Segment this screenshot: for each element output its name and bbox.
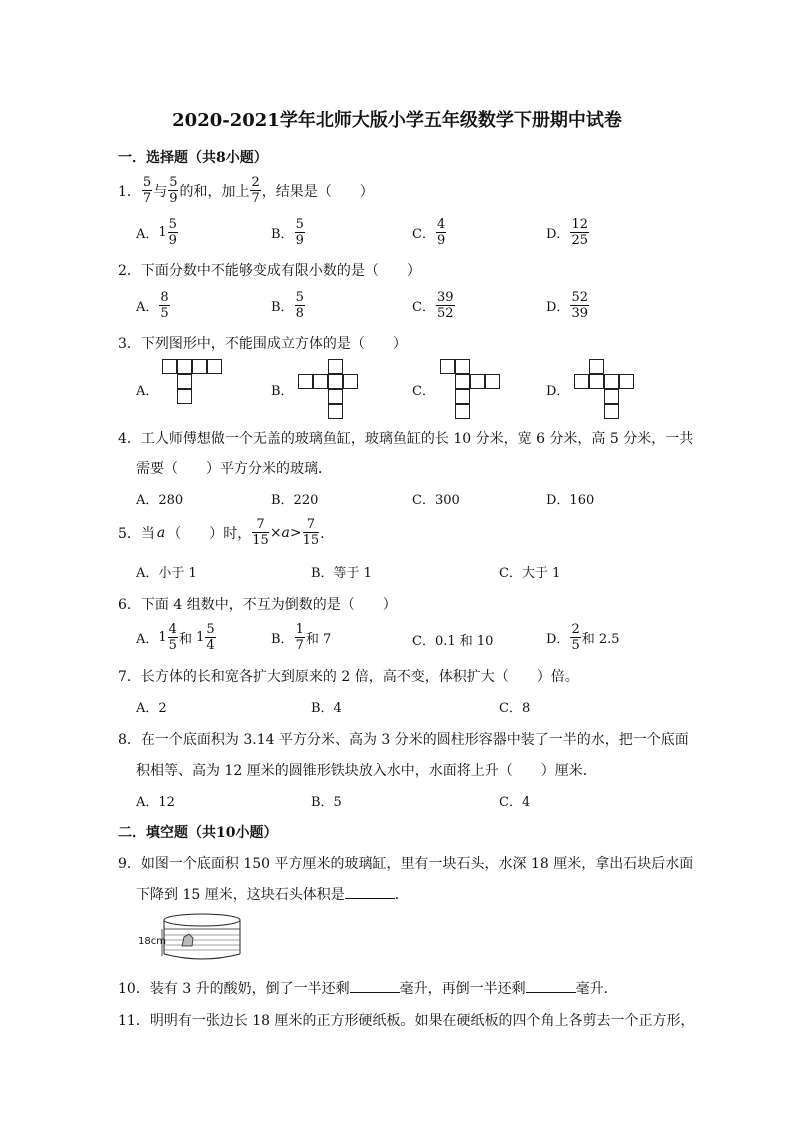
option-c-label: C． (412, 384, 435, 399)
option-a: A． 1 $\frac{4}{5}$ 和 1 $\frac{5}{4}$ (136, 622, 215, 653)
question-2: 2．下面分数中不能够变成有限小数的是（ ） (118, 263, 421, 279)
option-b: B． $\frac{5}{8}$ (271, 290, 304, 321)
question-5: 5．当 a （ ）时， $\frac{7}{15}$ ×a> $\frac{7}{15}$ ． (118, 517, 335, 548)
question-11: 11．明明有一张边长 18 厘米的正方形硬纸板。如果在硬纸板的四个角上各剪去一个正方形， (118, 1013, 695, 1029)
option-d: D． $\frac{12}{25}$ (546, 217, 588, 248)
option-a: A． $\frac{8}{5}$ (136, 290, 169, 321)
option-a: A．280 (136, 493, 184, 508)
page-title: 2020-2021学年北师大版小学五年级数学下册期中试卷 (172, 110, 622, 131)
question-8-line-1: 8．在一个底面积为 3.14 平方分米、高为 3 分米的圆柱形容器中装了一半的水，把一个底面 (118, 732, 689, 748)
option-c: C．300 (412, 493, 460, 508)
fraction: $\frac{5}{7}$ (142, 175, 152, 206)
question-3: 3．下列图形中，不能围成立方体的是（ ） (118, 336, 407, 352)
option-a-label: A． (136, 384, 159, 399)
option-b: B．4 (311, 701, 342, 716)
question-4-line-1: 4．工人师傅想做一个无盖的玻璃鱼缸，玻璃鱼缸的长 10 分米，宽 6 分米，高 5 分米，一共 (118, 431, 694, 447)
option-d-label: D． (546, 384, 570, 399)
answer-blank[interactable] (345, 886, 395, 899)
question-9-line-1: 9．如图一个底面积 150 平方厘米的玻璃缸，里有一块石头，水深 18 厘米，拿出石块后水面 (118, 856, 694, 872)
fraction: $\frac{5}{9}$ (169, 175, 178, 206)
option-b: B． $\frac{1}{7}$ 和 7 (271, 622, 332, 653)
option-a: A．12 (136, 795, 175, 810)
option-a: A．小于 1 (136, 566, 197, 581)
option-d: D．160 (546, 493, 595, 508)
question-10: 10．装有 3 升的酸奶，倒了一半还剩 毫升，再倒一半还剩 毫升． (118, 981, 618, 997)
question-1: 1． $\frac{5}{7}$ 与 $\frac{5}{9}$ 的和，加上 $\frac{2}{7}$ ，结果是（ ） (118, 175, 374, 206)
answer-blank[interactable] (526, 980, 576, 993)
answer-blank[interactable] (350, 980, 400, 993)
fraction: $\frac{2}{7}$ (251, 175, 260, 206)
option-c: C．0.1 和 10 (412, 634, 494, 649)
option-c: C． $\frac{39}{52}$ (412, 290, 454, 321)
question-7: 7．长方体的长和宽各扩大到原来的 2 倍，高不变，体积扩大（ ）倍。 (118, 669, 579, 685)
option-d: D． $\frac{2}{5}$ 和 2.5 (546, 622, 620, 653)
option-b: B． $\frac{5}{9}$ (271, 217, 304, 248)
option-b: B．5 (311, 795, 342, 810)
option-a: A． 1 $\frac{5}{9}$ (136, 217, 177, 248)
section-heading-fill: 二．填空题（共10小题） (118, 825, 278, 841)
option-a: A．2 (136, 701, 167, 716)
option-d: D． $\frac{52}{39}$ (546, 290, 588, 321)
option-b: B．等于 1 (311, 566, 372, 581)
option-b: B．220 (271, 493, 319, 508)
section-heading-choice: 一．选择题（共8小题） (118, 150, 268, 166)
question-number: 1． (118, 183, 141, 200)
question-9-line-2: 下降到 15 厘米，这块石头体积是 ． (136, 887, 409, 903)
option-c: C．大于 1 (499, 566, 561, 581)
question-6: 6．下面 4 组数中，不互为倒数的是（ ） (118, 597, 397, 613)
option-c: C．4 (499, 795, 531, 810)
option-b-label: B． (271, 384, 294, 399)
option-c: C． $\frac{4}{9}$ (412, 217, 446, 248)
question-4-line-2: 需要（ ）平方分米的玻璃． (136, 461, 332, 477)
question-8-line-2: 积相等、高为 12 厘米的圆锥形铁块放入水中，水面将上升（ ）厘米． (136, 763, 597, 779)
depth-label: 18cm (138, 936, 166, 947)
option-c: C．8 (499, 701, 531, 716)
